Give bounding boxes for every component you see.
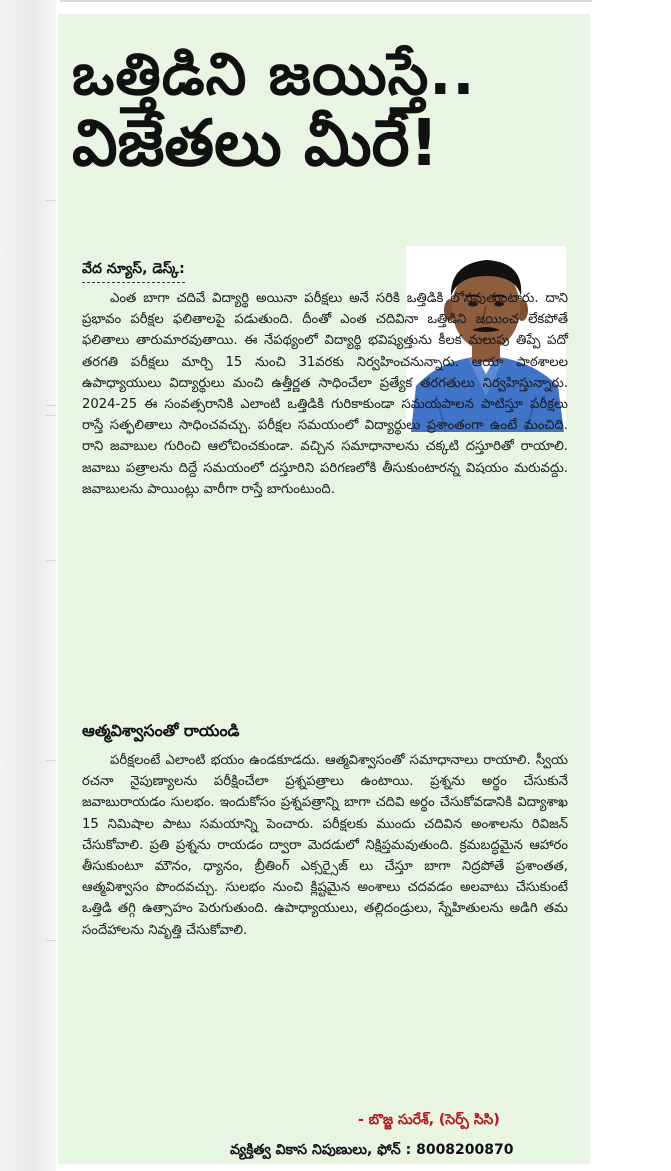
- author-contact: వ్యక్తిత్వ వికాస నిపుణులు, ఫోన్ : 8008200870: [230, 1142, 514, 1158]
- paragraph-2: [82, 750, 568, 941]
- top-border: [60, 0, 592, 2]
- headline-line-2: విజేతలు మీరే!: [72, 106, 439, 181]
- news-clipping: [58, 14, 590, 1164]
- subheading: ఆత్మవిశ్వాసంతో రాయండి: [82, 721, 240, 740]
- paragraph-1-text: ఎంత బాగా చదివే విద్యార్థి అయినా పరీక్షలు అనే సరికి ఒత్తిడికి లోనవుతుంటారు. దాని ప్రభావం పరీక్షల ఫలితాలపై పడుతుంది. దీంతో ఎంత చదివినా ఒత్తిడిని జయించ లేకపోతే ఫలితాలు తారుమారవుతాయి. ఈ నేపథ్యంలో విద్యార్థి భవిష్యత్తును కీలక మలుపు తిప్పే పదో తరగతి పరీక్షలు మార్చి 15 నుంచి 31వరకు నిర్వహించనున్నారు. ఆయా పాఠశాలల ఉపాధ్యాయులు విద్యార్థులు మంచి ఉత్తీర్ణత సాధించేలా ప్రత్యేక తరగతులు నిర్వహిస్తున్నారు. 2024-25 ఈ సంవత్సరానికి ఎలాంటి ఒత్తిడికి గురికాకుండా సమయపాలన పాటిస్తూ పరీక్షలు రాస్తే సత్ఫలితాలు సాధించవచ్చు. పరీక్షల సమయంలో విద్యార్థులు ప్రశాంతంగా ఉంటే మంచిది. రాని జవాబుల గురించి ఆలోచించకుండా. వచ్చిన సమాధానాలను చక్కటి దస్తూరితో రాయాలి. జవాబు పత్రాలను దిద్దే సమయంలో దస్తూరిని పరిగణలోకి తీసుకుంటారన్న విషయం మరువద్దు. జవాబులను పాయింట్లు వారీగా రాస్తే బాగుంటుంది.: [82, 291, 568, 497]
- left-page-edge: [0, 0, 56, 1171]
- headline-line-1: ఒత్తిడిని జయిస్తే..: [72, 40, 476, 108]
- byline: వేద న్యూస్, డెస్క్:: [82, 261, 185, 283]
- author-signature: - బొజ్జ సురేశ్, (సెర్ప్ సిసి): [358, 1112, 500, 1128]
- paragraph-1: [82, 288, 568, 500]
- headline: [72, 42, 475, 181]
- paragraph-2-text: పరీక్షలంటే ఎలాంటి భయం ఉండకూడదు. ఆత్మవిశ్వాసంతో సమాధానాలు రాయాలి. స్వీయ రచనా నైపుణ్యాలను పరీక్షించేలా ప్రశ్నపత్రాలు ఉంటాయి. ప్రశ్నను అర్థం చేసుకునే జవాబురాయడం సులభం. ఇందుకోసం ప్రశ్నపత్రాన్ని బాగా చదివి అర్థం చేసుకోవడానికి విద్యాశాఖ 15 నిమిషాల పాటు సమయాన్ని పెంచారు. పరీక్షలకు ముందు చదివిన అంశాలను రివిజన్ చేసుకోవాలి. ప్రతి ప్రశ్నను రాయడం ద్వారా మెదడులో నిక్షిప్తమవుతుంది. క్రమబద్ధమైన ఆహారం తీసుకుంటూ మౌనం, ధ్యానం, బ్రీతింగ్ ఎక్సర్సైజ్ లు చేస్తూ బాగా నిద్రపోతే ప్రశాంతత, ఆత్మవిశ్వాసం పొందవచ్చు. సులభం నుంచి క్లిష్టమైన అంశాలు చదవడం అలవాటు చేసుకుంటే ఒత్తిడి తగ్గి ఉత్సాహం పెరుగుతుంది. ఉపాధ్యాయులు, తల్లిదండ్రులు, స్నేహితులను అడిగి తమ సందేహాలను నివృత్తి చేసుకోవాలి.: [82, 753, 568, 938]
